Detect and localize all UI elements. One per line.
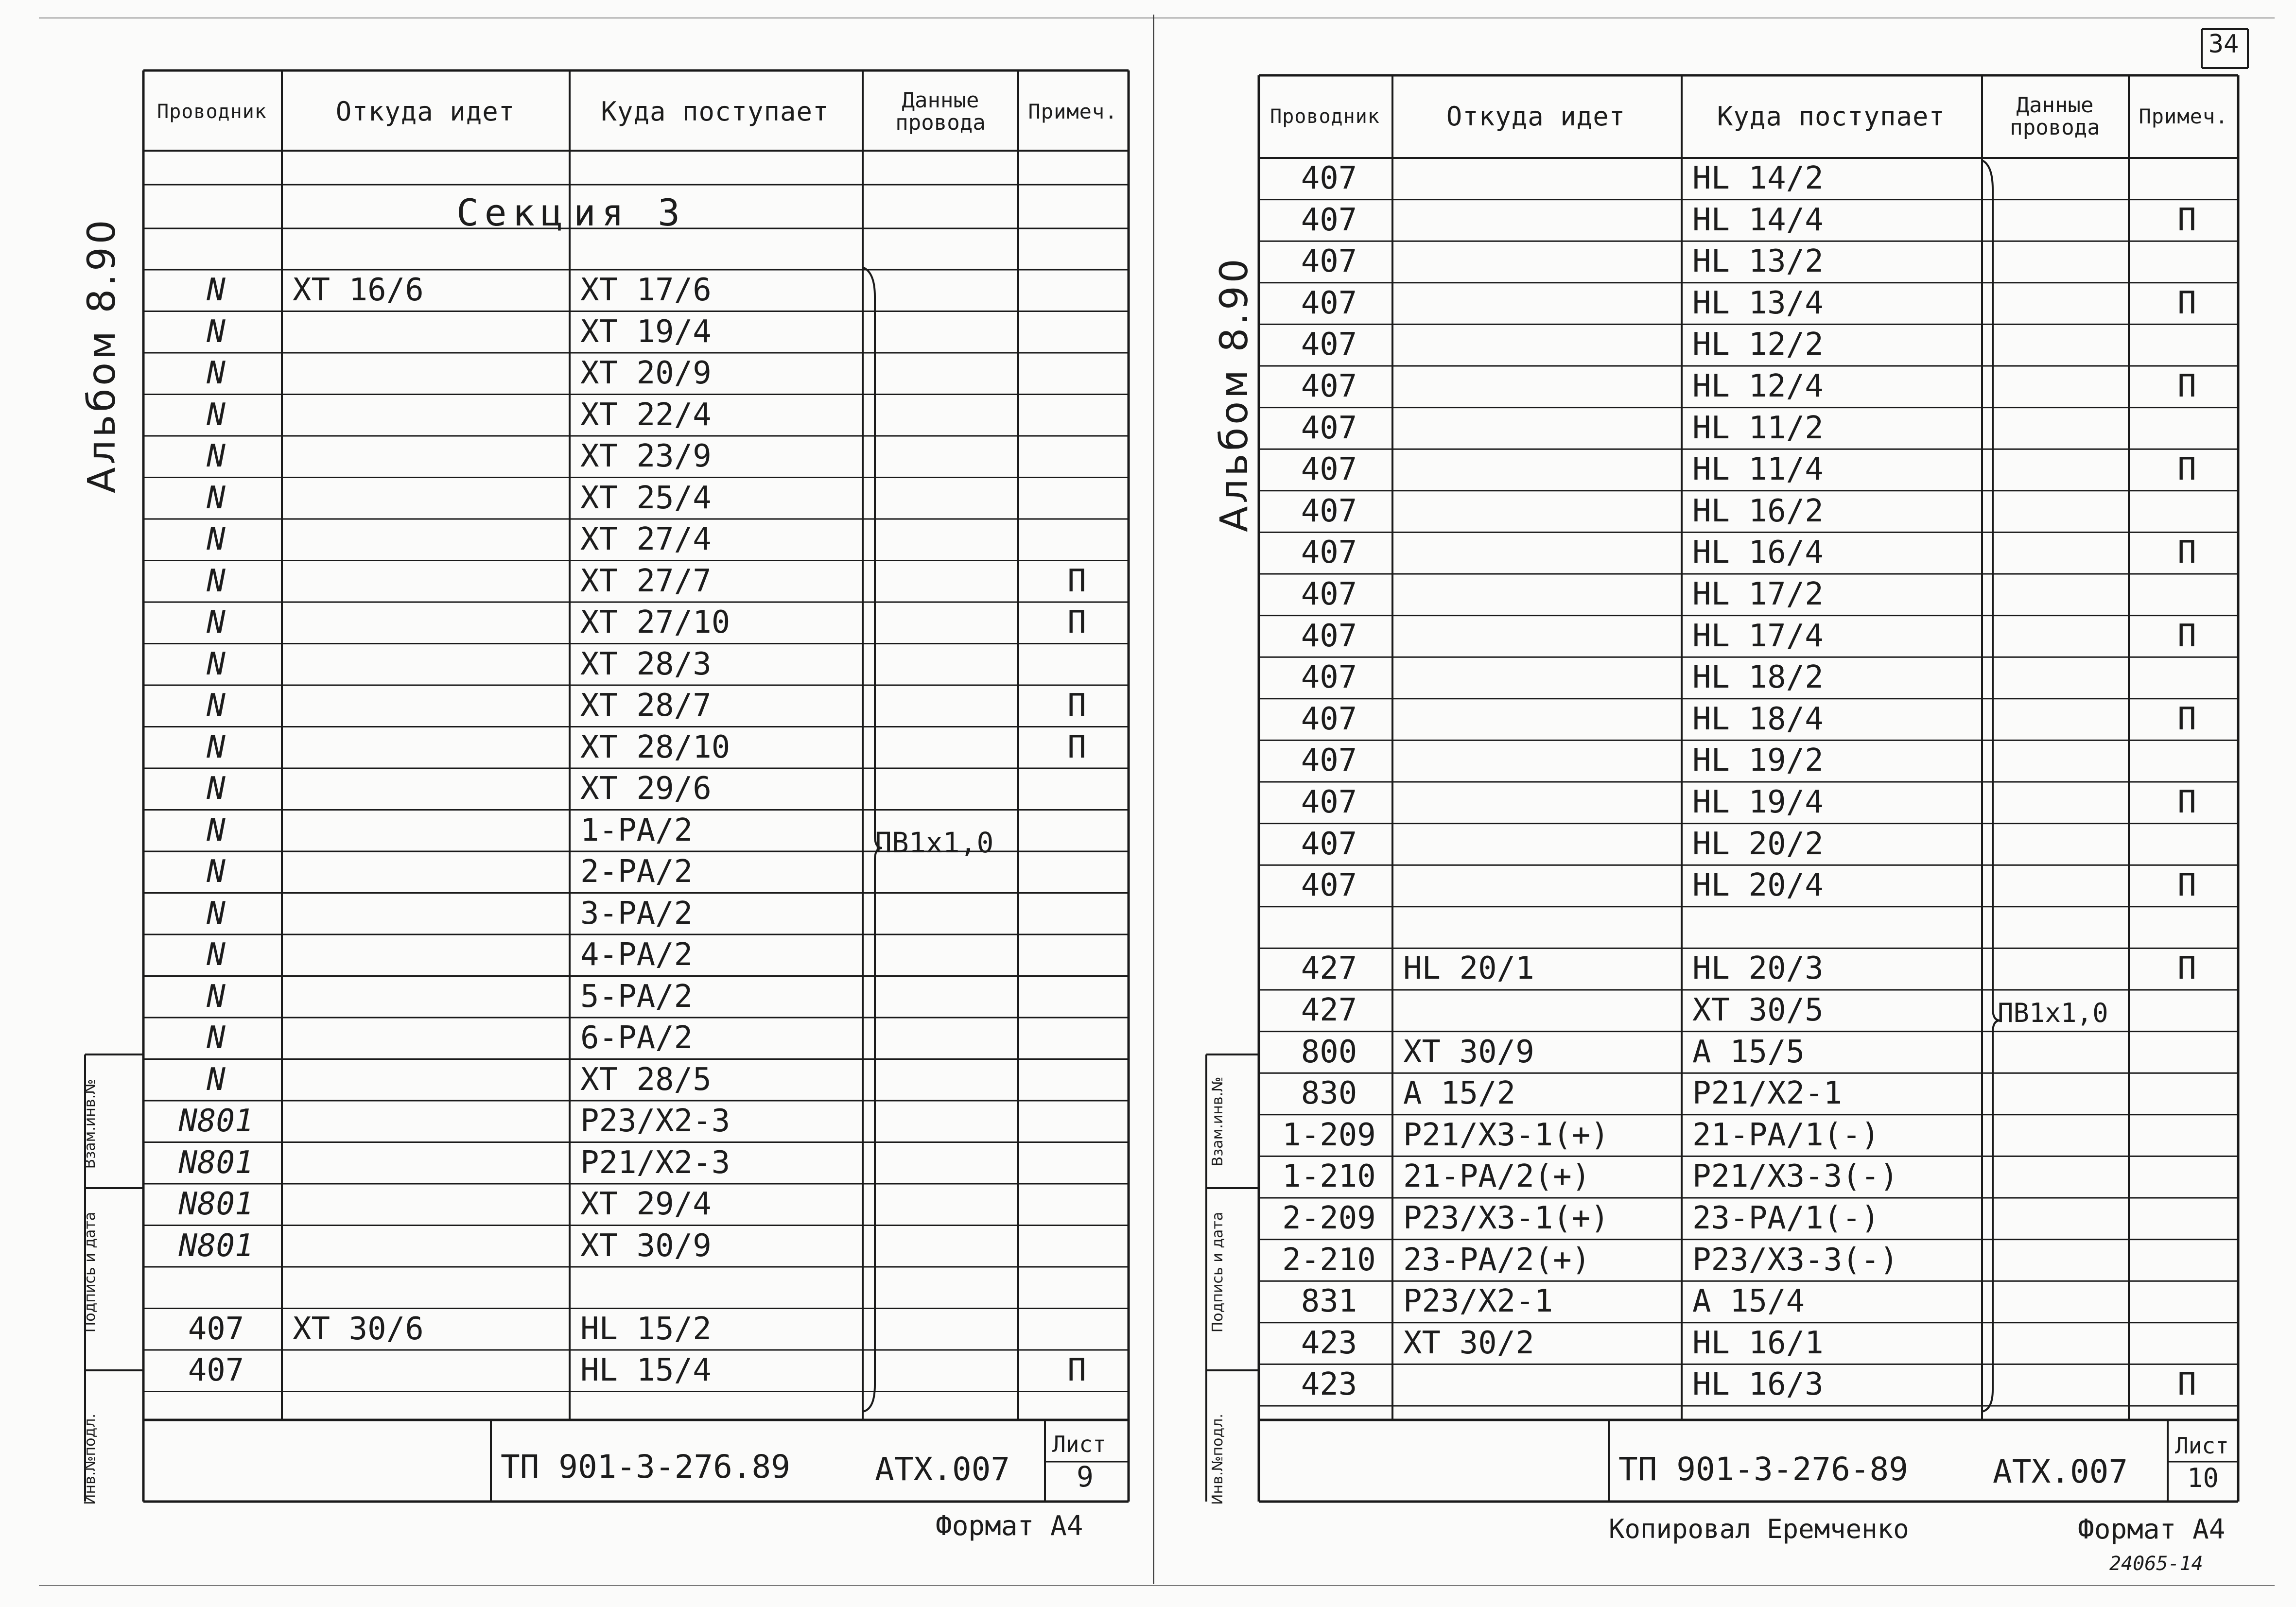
cell-to: XT 19/4 (580, 316, 712, 350)
side-stamp-inv-right: Инв.№подл. (1209, 1414, 1226, 1505)
cell-from (1403, 205, 1678, 243)
cell-to: XT 28/5 (580, 1064, 712, 1098)
cell-note (2139, 1078, 2234, 1117)
cell-conductor: 407 (1301, 537, 1357, 571)
cell-to: XT 27/7 (580, 565, 712, 599)
cell-conductor: N (207, 565, 226, 599)
cell-note: П (2177, 620, 2196, 654)
cell-to: XT 27/10 (580, 607, 731, 640)
cell-from: P23/X3-1(+) (1403, 1203, 1609, 1236)
cell-from: 21-PA/2(+) (1403, 1161, 1591, 1195)
cell-note: П (2177, 454, 2196, 488)
cell-from (1403, 537, 1678, 576)
cell-conductor: 407 (1301, 495, 1357, 529)
cell-conductor: 407 (1301, 787, 1357, 820)
doc-code-right: ТП 901-3-276-89 (1618, 1451, 1909, 1488)
cell-from: 23-PA/2(+) (1403, 1244, 1591, 1278)
cell-from (1403, 704, 1678, 743)
cell-note (2139, 912, 2234, 950)
side-stamp-sign-right: Подпись и дата (1209, 1211, 1226, 1333)
cell-from: HL 20/1 (1403, 953, 1534, 987)
cell-conductor: 407 (1301, 579, 1357, 612)
cell-from (1403, 621, 1678, 659)
cell-conductor (1270, 912, 1389, 950)
cell-conductor: 407 (188, 1355, 244, 1388)
cell-conductor: 800 (1301, 1036, 1357, 1070)
cell-note: П (2177, 1369, 2196, 1403)
cell-note: П (2177, 204, 2196, 238)
cell-from: XT 30/9 (1403, 1036, 1534, 1070)
sheet-code-left: АТХ.007 (875, 1451, 1010, 1488)
cell-to: 23-PA/1(-) (1692, 1203, 1880, 1236)
cell-conductor: 407 (1301, 870, 1357, 904)
section-title-part2: ия 3 (574, 194, 686, 234)
cell-conductor: N (207, 690, 226, 724)
cell-conductor: N (207, 773, 226, 807)
cell-conductor: 407 (1301, 828, 1357, 862)
cell-note (2139, 1037, 2234, 1075)
album-label-left: Альбом 8.90 (80, 217, 124, 493)
format-label-right: Формат А4 (2078, 1514, 2226, 1545)
header-from-right: Откуда идет (1446, 101, 1626, 132)
cell-note: П (1067, 607, 1086, 640)
cell-conductor: 407 (1301, 163, 1357, 196)
cell-conductor: N (207, 358, 226, 391)
cell-from: P21/X3-1(+) (1403, 1119, 1609, 1153)
cell-conductor: N801 (178, 1147, 254, 1181)
cell-note (2139, 496, 2234, 535)
cell-note (2139, 579, 2234, 618)
cell-conductor: 407 (1301, 412, 1357, 446)
cell-to: HL 16/4 (1692, 537, 1824, 571)
cell-to: HL 13/2 (1692, 246, 1824, 280)
sheet-label-right: Лист (2175, 1433, 2229, 1459)
cell-note (2139, 329, 2234, 368)
cell-conductor: N (207, 981, 226, 1015)
side-stamp-replaced-right: Взам.инв.№ (1209, 1076, 1226, 1167)
cell-note (2139, 662, 2234, 701)
cell-from (1403, 579, 1678, 618)
header-from-left: Откуда идет (335, 96, 515, 127)
cell-conductor: 427 (1301, 953, 1357, 987)
cell-conductor: 831 (1301, 1286, 1357, 1320)
cell-note: П (2177, 787, 2196, 820)
cell-to: XT 29/6 (580, 773, 712, 807)
cell-note (2139, 829, 2234, 867)
cell-note (2139, 1286, 2234, 1325)
wire-spec-right: ПВ1х1,0 (1998, 1000, 2108, 1028)
cell-conductor: 423 (1301, 1327, 1357, 1361)
cell-note: П (2177, 287, 2196, 321)
cell-from (1403, 246, 1678, 285)
cell-from (1403, 829, 1678, 867)
cell-conductor: N (207, 898, 226, 932)
cell-conductor: N (207, 939, 226, 973)
cell-note (2139, 1120, 2234, 1158)
cell-to: HL 16/2 (1692, 495, 1824, 529)
cell-conductor: 407 (1301, 246, 1357, 280)
cell-conductor: N (207, 482, 226, 516)
cell-to: HL 11/4 (1692, 454, 1824, 488)
cell-to: 3-PA/2 (580, 898, 693, 932)
cell-note: П (2177, 371, 2196, 404)
cell-to: HL 16/3 (1692, 1369, 1824, 1403)
cell-note (2139, 163, 2234, 202)
header-to-right: Куда поступает (1717, 101, 1946, 132)
cell-to: HL 12/4 (1692, 371, 1824, 404)
section-title-part1: Секц (456, 194, 569, 234)
cell-note (2139, 246, 2234, 285)
cell-to (1692, 912, 1978, 950)
cell-note (2139, 745, 2234, 784)
cell-note: П (2177, 537, 2196, 571)
cell-note (2139, 1244, 2234, 1283)
cell-to: HL 12/2 (1692, 329, 1824, 363)
cell-from (1403, 912, 1678, 950)
cell-conductor: 407 (1301, 662, 1357, 696)
copied-by: Копировал Еремченко (1609, 1514, 1909, 1544)
cell-to: XT 28/3 (580, 648, 712, 682)
cell-conductor: N (207, 648, 226, 682)
cell-to: HL 16/1 (1692, 1327, 1824, 1361)
cell-from: P23/X2-1 (1403, 1286, 1553, 1320)
cell-conductor: 407 (1301, 287, 1357, 321)
cell-from (1403, 496, 1678, 535)
cell-to: HL 19/2 (1692, 745, 1824, 779)
cell-conductor: 407 (1301, 329, 1357, 363)
sheet-label-left: Лист (1052, 1431, 1106, 1457)
cell-to: A 15/5 (1692, 1036, 1805, 1070)
cell-note (2139, 995, 2234, 1034)
format-label-left: Формат А4 (936, 1510, 1083, 1542)
cell-to: A 15/4 (1692, 1286, 1805, 1320)
cell-to: P23/X2-3 (580, 1106, 731, 1139)
cell-to: XT 20/9 (580, 358, 712, 391)
cell-to: HL 17/4 (1692, 620, 1824, 654)
cell-conductor: 407 (1301, 371, 1357, 404)
cell-conductor: N801 (178, 1230, 254, 1264)
cell-conductor: N (207, 731, 226, 765)
cell-note (2139, 1328, 2234, 1366)
header-conductor-left: Проводник (157, 101, 267, 123)
cell-conductor: N (207, 856, 226, 890)
side-stamp-replaced-left: Взам.инв.№ (82, 1079, 99, 1169)
cell-conductor: N (207, 524, 226, 557)
page-number: 34 (2208, 32, 2239, 59)
cell-to: 1-PA/2 (580, 814, 693, 848)
cell-conductor: N801 (178, 1106, 254, 1139)
cell-conductor: 407 (1301, 703, 1357, 737)
cell-conductor: N (207, 1064, 226, 1098)
cell-conductor: N (207, 1022, 226, 1056)
cell-conductor: 407 (1301, 745, 1357, 779)
cell-conductor: N (207, 316, 226, 350)
cell-conductor: 1-209 (1282, 1119, 1376, 1153)
cell-conductor: 1-210 (1282, 1161, 1376, 1195)
sheet-code-right: АТХ.007 (1993, 1453, 2128, 1490)
cell-note: П (1067, 690, 1086, 724)
cell-note: П (2177, 953, 2196, 987)
wire-spec-brace (1982, 160, 2000, 1412)
cell-from: A 15/2 (1403, 1078, 1516, 1112)
side-stamp-sign-left: Подпись и дата (82, 1211, 99, 1333)
cell-conductor: N (207, 441, 226, 474)
doc-code-left: ТП 901-3-276.89 (501, 1448, 791, 1486)
side-stamp-inv-left: Инв.№подл. (82, 1414, 99, 1505)
cell-to: HL 20/2 (1692, 828, 1824, 862)
album-label-right: Альбом 8.90 (1213, 256, 1256, 532)
header-wire-data-right: Данные провода (2010, 92, 2100, 140)
cell-conductor: 407 (188, 1313, 244, 1347)
cell-to: P21/X2-1 (1692, 1078, 1843, 1112)
cell-to: XT 17/6 (580, 275, 712, 308)
cell-conductor: 407 (1301, 204, 1357, 238)
cell-to: HL 14/4 (1692, 204, 1824, 238)
cell-to: XT 30/5 (1692, 995, 1824, 1028)
cell-to: HL 15/2 (580, 1313, 712, 1347)
cell-to: HL 19/4 (1692, 787, 1824, 820)
cell-to: HL 13/4 (1692, 287, 1824, 321)
cell-to: P21/X3-3(-) (1692, 1161, 1898, 1195)
cell-from (1403, 329, 1678, 368)
cell-from: XT 16/6 (293, 275, 424, 308)
cell-conductor: 2-210 (1282, 1244, 1376, 1278)
cell-conductor: 830 (1301, 1078, 1357, 1112)
cell-conductor: N (207, 607, 226, 640)
cell-note (2139, 1161, 2234, 1200)
cell-from (1403, 163, 1678, 202)
cell-to: XT 29/4 (580, 1189, 712, 1222)
cell-to: HL 17/2 (1692, 579, 1824, 612)
cell-to: 5-PA/2 (580, 981, 693, 1015)
cell-to: HL 20/4 (1692, 870, 1824, 904)
cell-from (1403, 288, 1678, 327)
cell-to: XT 22/4 (580, 399, 712, 433)
cell-to: XT 27/4 (580, 524, 712, 557)
cell-conductor: 407 (1301, 454, 1357, 488)
cell-to: 6-PA/2 (580, 1022, 693, 1056)
header-to-left: Куда поступает (601, 96, 829, 127)
cell-conductor: N (207, 399, 226, 433)
cell-to: HL 18/2 (1692, 662, 1824, 696)
cell-from (1403, 995, 1678, 1034)
sheet-number-right: 10 (2187, 1463, 2219, 1493)
cell-to: XT 25/4 (580, 482, 712, 516)
wire-spec-left: ПВ1х1,0 (875, 829, 994, 859)
cell-conductor: N (207, 814, 226, 848)
cell-conductor: 427 (1301, 995, 1357, 1028)
cell-note: П (1067, 731, 1086, 765)
cell-to: HL 14/2 (1692, 163, 1824, 196)
cell-to: XT 28/7 (580, 690, 712, 724)
header-wire-data-left: Данные провода (895, 87, 986, 135)
header-conductor-right: Проводник (1270, 105, 1380, 128)
cell-from (1403, 662, 1678, 701)
header-note-right: Примеч. (2139, 104, 2228, 128)
cell-conductor: 2-209 (1282, 1203, 1376, 1236)
cell-from (1403, 1369, 1678, 1408)
cell-to: XT 30/9 (580, 1230, 712, 1264)
cell-from (1403, 454, 1678, 493)
cell-note (2139, 1203, 2234, 1242)
cell-to: P23/X3-3(-) (1692, 1244, 1898, 1278)
cell-conductor: 407 (1301, 620, 1357, 654)
cell-from: XT 30/6 (293, 1313, 424, 1347)
cell-to: HL 20/3 (1692, 953, 1824, 987)
cell-conductor: N801 (178, 1189, 254, 1222)
cell-to: HL 18/4 (1692, 703, 1824, 737)
cell-from (1403, 787, 1678, 826)
cell-note: П (1067, 565, 1086, 599)
cell-from: XT 30/2 (1403, 1327, 1534, 1361)
archive-number: 24065-14 (2109, 1553, 2203, 1575)
cell-to: XT 28/10 (580, 731, 731, 765)
cell-to: XT 23/9 (580, 441, 712, 474)
cell-conductor: 423 (1301, 1369, 1357, 1403)
cell-to: HL 15/4 (580, 1355, 712, 1388)
cell-note: П (2177, 703, 2196, 737)
sheet-number-left: 9 (1077, 1460, 1094, 1493)
header-note-left: Примеч. (1028, 100, 1118, 123)
cell-to: HL 11/2 (1692, 412, 1824, 446)
cell-from (1403, 745, 1678, 784)
cell-note: П (2177, 870, 2196, 904)
cell-to: P21/X2-3 (580, 1147, 731, 1181)
cell-to: 21-PA/1(-) (1692, 1119, 1880, 1153)
cell-to: 4-PA/2 (580, 939, 693, 973)
cell-from (1403, 870, 1678, 909)
cell-from (1403, 371, 1678, 410)
cell-to: 2-PA/2 (580, 856, 693, 890)
cell-note: П (1067, 1355, 1086, 1388)
cell-from (1403, 413, 1678, 451)
cell-conductor: N (207, 275, 226, 308)
cell-note (2139, 413, 2234, 451)
